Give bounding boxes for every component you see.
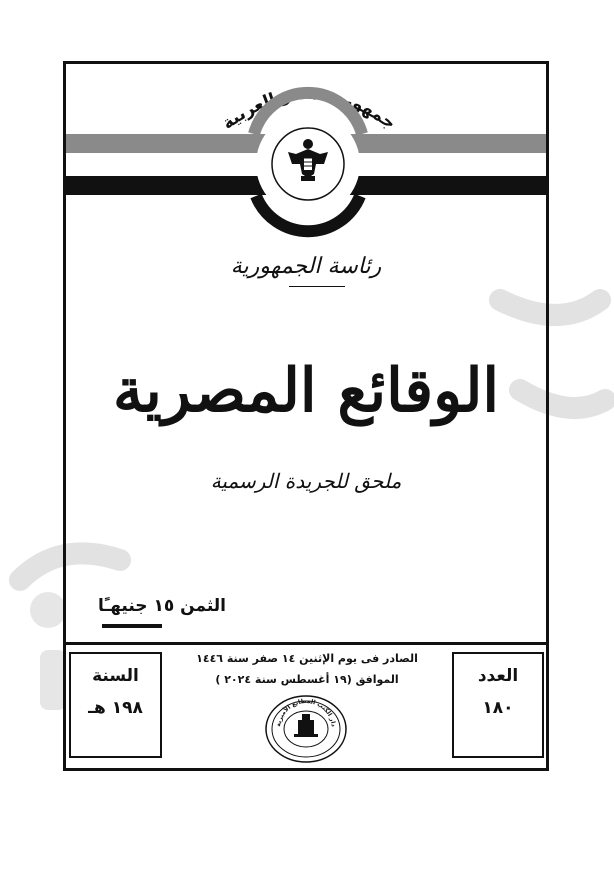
presidency-underline (289, 286, 345, 287)
eagle-emblem-icon (276, 130, 340, 194)
year-label: السنة (92, 666, 139, 686)
issue-number-box (452, 652, 544, 758)
footer-divider (66, 642, 546, 645)
issue-dates (170, 648, 444, 690)
issue-label: العدد (477, 666, 519, 686)
year-value: ١٩٨ هـ (88, 698, 143, 718)
issue-date-gregorian: الموافق (١٩ أغسطس سنة ٢٠٢٤ ) (215, 673, 399, 686)
gazette-subtitle: ملحق للجريدة الرسمية (210, 469, 402, 493)
gazette-title: الوقائع المصرية (112, 356, 500, 426)
issue-value: ١٨٠ (482, 698, 514, 718)
seal-text: دار الكتب المطابع الأميرية (275, 697, 337, 728)
printing-house-seal-icon (264, 694, 348, 764)
issue-date-hijri: الصادر فى يوم الإثنين ١٤ صفر سنة ١٤٤٦ (196, 652, 418, 665)
gazette-cover-frame (63, 61, 549, 771)
presidency-title: رئاسة الجمهورية (230, 254, 382, 279)
republic-name-text: جمهورية مصر العربية (218, 83, 400, 134)
price-underline (102, 624, 162, 628)
year-box (69, 652, 162, 758)
price-label: الثمن ١٥ جنيهـًا (98, 596, 226, 616)
